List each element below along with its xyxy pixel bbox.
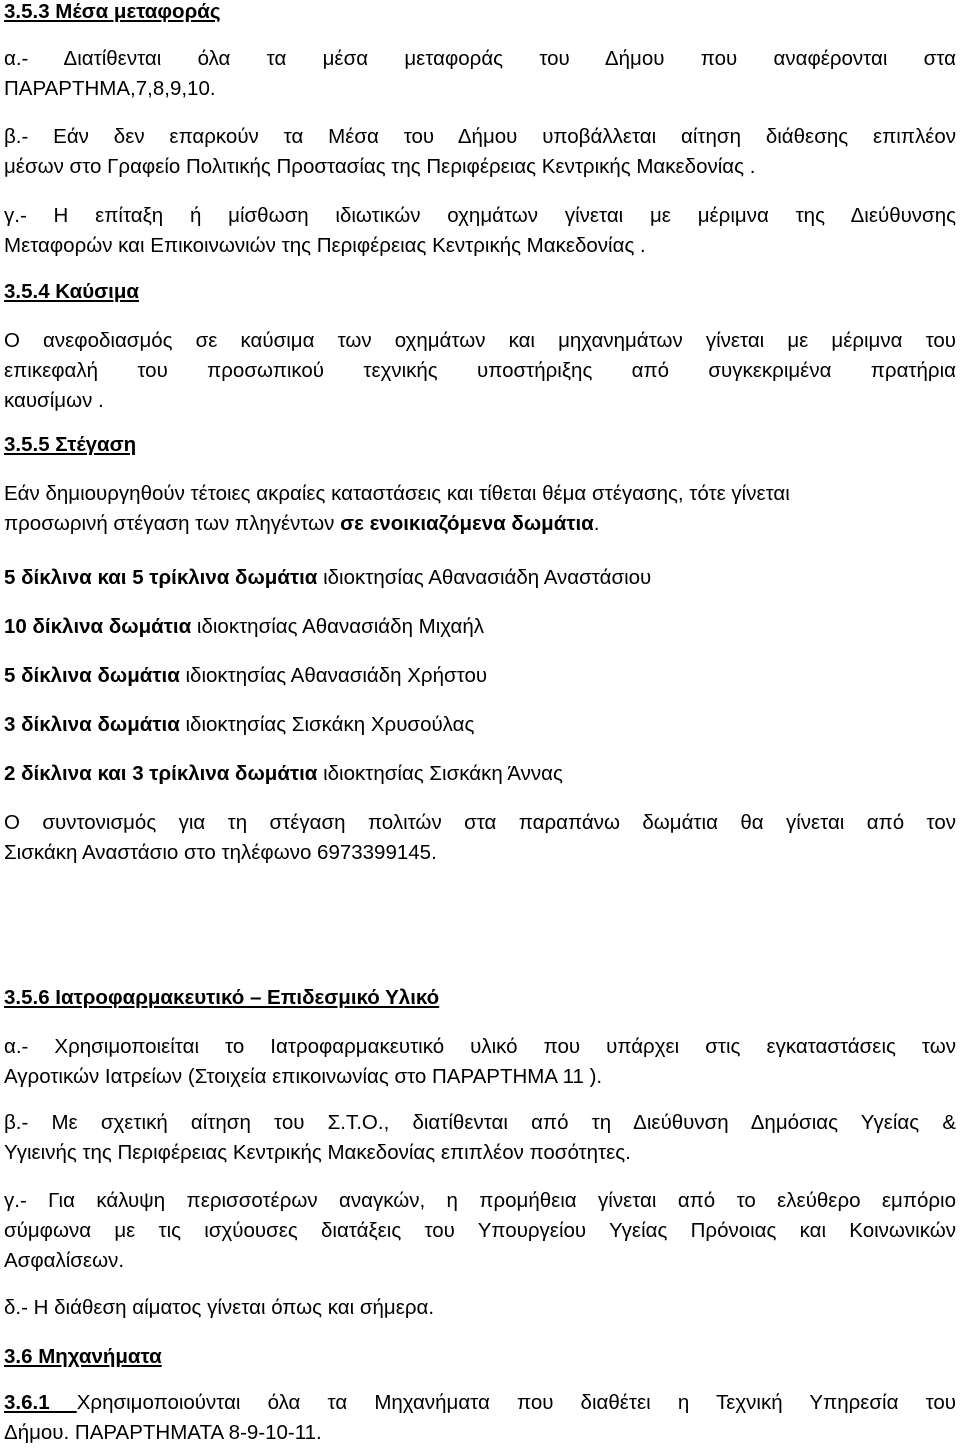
section-title-3-5-4: 3.5.4 Καύσιμα: [4, 280, 140, 303]
paragraph-3-5-5-intro: [4, 479, 956, 539]
paragraph-line: β.- Με σχετική αίτηση του Σ.Τ.Ο., διατίθενται από τη Διεύθυνση Δημόσιας Υγείας &: [4, 1111, 956, 1134]
paragraph-3-5-5-coordination: [4, 808, 956, 868]
paragraph-line: Ο ανεφοδιασμός σε καύσιμα των οχημάτων και μηχανημάτων γίνεται με μέριμνα του: [4, 329, 956, 352]
paragraph-3-5-6-a: [4, 1032, 956, 1092]
room-owner: ιδιοκτησίας Σισκάκη Χρυσούλας: [179, 713, 475, 736]
room-owner: ιδιοκτησίας Αθανασιάδη Μιχαήλ: [191, 615, 485, 638]
bold-text-run: σε ενοικιαζόμενα δωμάτια: [340, 512, 594, 535]
paragraph-line: Υγιεινής της Περιφέρειας Κεντρικής Μακεδονίας επιπλέον ποσότητες.: [4, 1141, 631, 1164]
text-run: προσωρινή στέγαση των πληγέντων: [4, 512, 341, 535]
room-owner: ιδιοκτησίας Αθανασιάδη Αναστάσιου: [317, 566, 652, 589]
paragraph-line: Μεταφορών και Επικοινωνιών της Περιφέρειας Κεντρικής Μακεδονίας .: [4, 234, 646, 257]
paragraph-line: [4, 1388, 956, 1418]
paragraph-line: Δήμου. ΠΑΡΑΡΤΗΜΑΤΑ 8-9-10-11.: [4, 1421, 322, 1444]
room-list-item: [4, 762, 563, 786]
paragraph-line: Σισκάκη Αναστάσιο στο τηλέφωνο 6973399145.: [4, 841, 437, 864]
room-owner: ιδιοκτησίας Αθανασιάδη Χρήστου: [179, 664, 488, 687]
paragraph-3-5-3-c: [4, 201, 956, 261]
room-list-item: [4, 566, 651, 590]
paragraph-line: γ.- Η επίταξη ή μίσθωση ιδιωτικών οχημάτων γίνεται με μέριμνα της Διεύθυνσης: [4, 204, 956, 227]
paragraph-line: Εάν δημιουργηθούν τέτοιες ακραίες καταστάσεις και τίθεται θέμα στέγασης, τότε γίνεται: [4, 482, 790, 505]
text-run: .: [593, 512, 600, 535]
paragraph-line: Αγροτικών Ιατρείων (Στοιχεία επικοινωνίας στο ΠΑΡΑΡΤΗΜΑ 11 ).: [4, 1065, 603, 1088]
paragraph-line: Ασφαλίσεων.: [4, 1249, 125, 1272]
paragraph-3-5-3-a: [4, 44, 956, 104]
paragraph-line: ΠΑΡΑΡΤΗΜΑ,7,8,9,10.: [4, 77, 216, 100]
paragraph-line: σύμφωνα με τις ισχύουσες διατάξεις του Υπουργείου Υγείας Πρόνοιας και Κοινωνικών: [4, 1219, 956, 1242]
section-title-3-5-5: 3.5.5 Στέγαση: [4, 433, 137, 456]
section-title-3-5-6: 3.5.6 Ιατροφαρμακευτικό – Επιδεσμικό Υλικό: [4, 986, 440, 1009]
paragraph-3-5-3-b: [4, 122, 956, 182]
paragraph-3-5-4: [4, 326, 956, 416]
room-list-item: [4, 615, 484, 639]
section-title-3-6: 3.6 Μηχανήματα: [4, 1345, 162, 1368]
paragraph-line: α.- Διατίθενται όλα τα μέσα μεταφοράς του Δήμου που αναφέρονται στα: [4, 47, 956, 70]
room-count: 3 δίκλινα δωμάτια: [4, 713, 180, 736]
room-count: 10 δίκλινα δωμάτια: [4, 615, 192, 638]
paragraph-3-5-6-b: [4, 1108, 956, 1168]
subsection-number-3-6-1: 3.6.1: [4, 1391, 77, 1414]
paragraph-3-5-6-c: [4, 1186, 956, 1276]
room-list-item: [4, 664, 487, 688]
room-count: 5 δίκλινα δωμάτια: [4, 664, 180, 687]
paragraph-line: καυσίμων .: [4, 389, 104, 412]
paragraph-3-6-1: [4, 1388, 956, 1448]
room-owner: ιδιοκτησίας Σισκάκη Άννας: [317, 762, 563, 785]
text-run: Χρησιμοποιούνται όλα τα Μηχανήματα που διαθέτει η Τεχνική Υπηρεσία του: [76, 1391, 956, 1414]
paragraph-line: μέσων στο Γραφείο Πολιτικής Προστασίας της Περιφέρειας Κεντρικής Μακεδονίας .: [4, 155, 756, 178]
section-title-3-5-3: 3.5.3 Μέσα μεταφοράς: [4, 0, 221, 23]
room-list-item: [4, 713, 474, 737]
paragraph-line: επικεφαλή του προσωπικού τεχνικής υποστήριξης από συγκεκριμένα πρατήρια: [4, 359, 956, 382]
paragraph-line: β.- Εάν δεν επαρκούν τα Μέσα του Δήμου υποβάλλεται αίτηση διάθεσης επιπλέον: [4, 125, 956, 148]
paragraph-line: Ο συντονισμός για τη στέγαση πολιτών στα παραπάνω δωμάτια θα γίνεται από τον: [4, 811, 956, 834]
paragraph-line: [4, 509, 956, 539]
paragraph-line: δ.- Η διάθεση αίματος γίνεται όπως και σήμερα.: [4, 1296, 435, 1319]
paragraph-line: α.- Χρησιμοποιείται το Ιατροφαρμακευτικό υλικό που υπάρχει στις εγκαταστάσεις των: [4, 1035, 956, 1058]
paragraph-line: γ.- Για κάλυψη περισσοτέρων αναγκών, η προμήθεια γίνεται από το ελεύθερο εμπόριο: [4, 1189, 956, 1212]
paragraph-3-5-6-d: [4, 1293, 956, 1323]
room-count: 2 δίκλινα και 3 τρίκλινα δωμάτια: [4, 762, 318, 785]
room-count: 5 δίκλινα και 5 τρίκλινα δωμάτια: [4, 566, 318, 589]
